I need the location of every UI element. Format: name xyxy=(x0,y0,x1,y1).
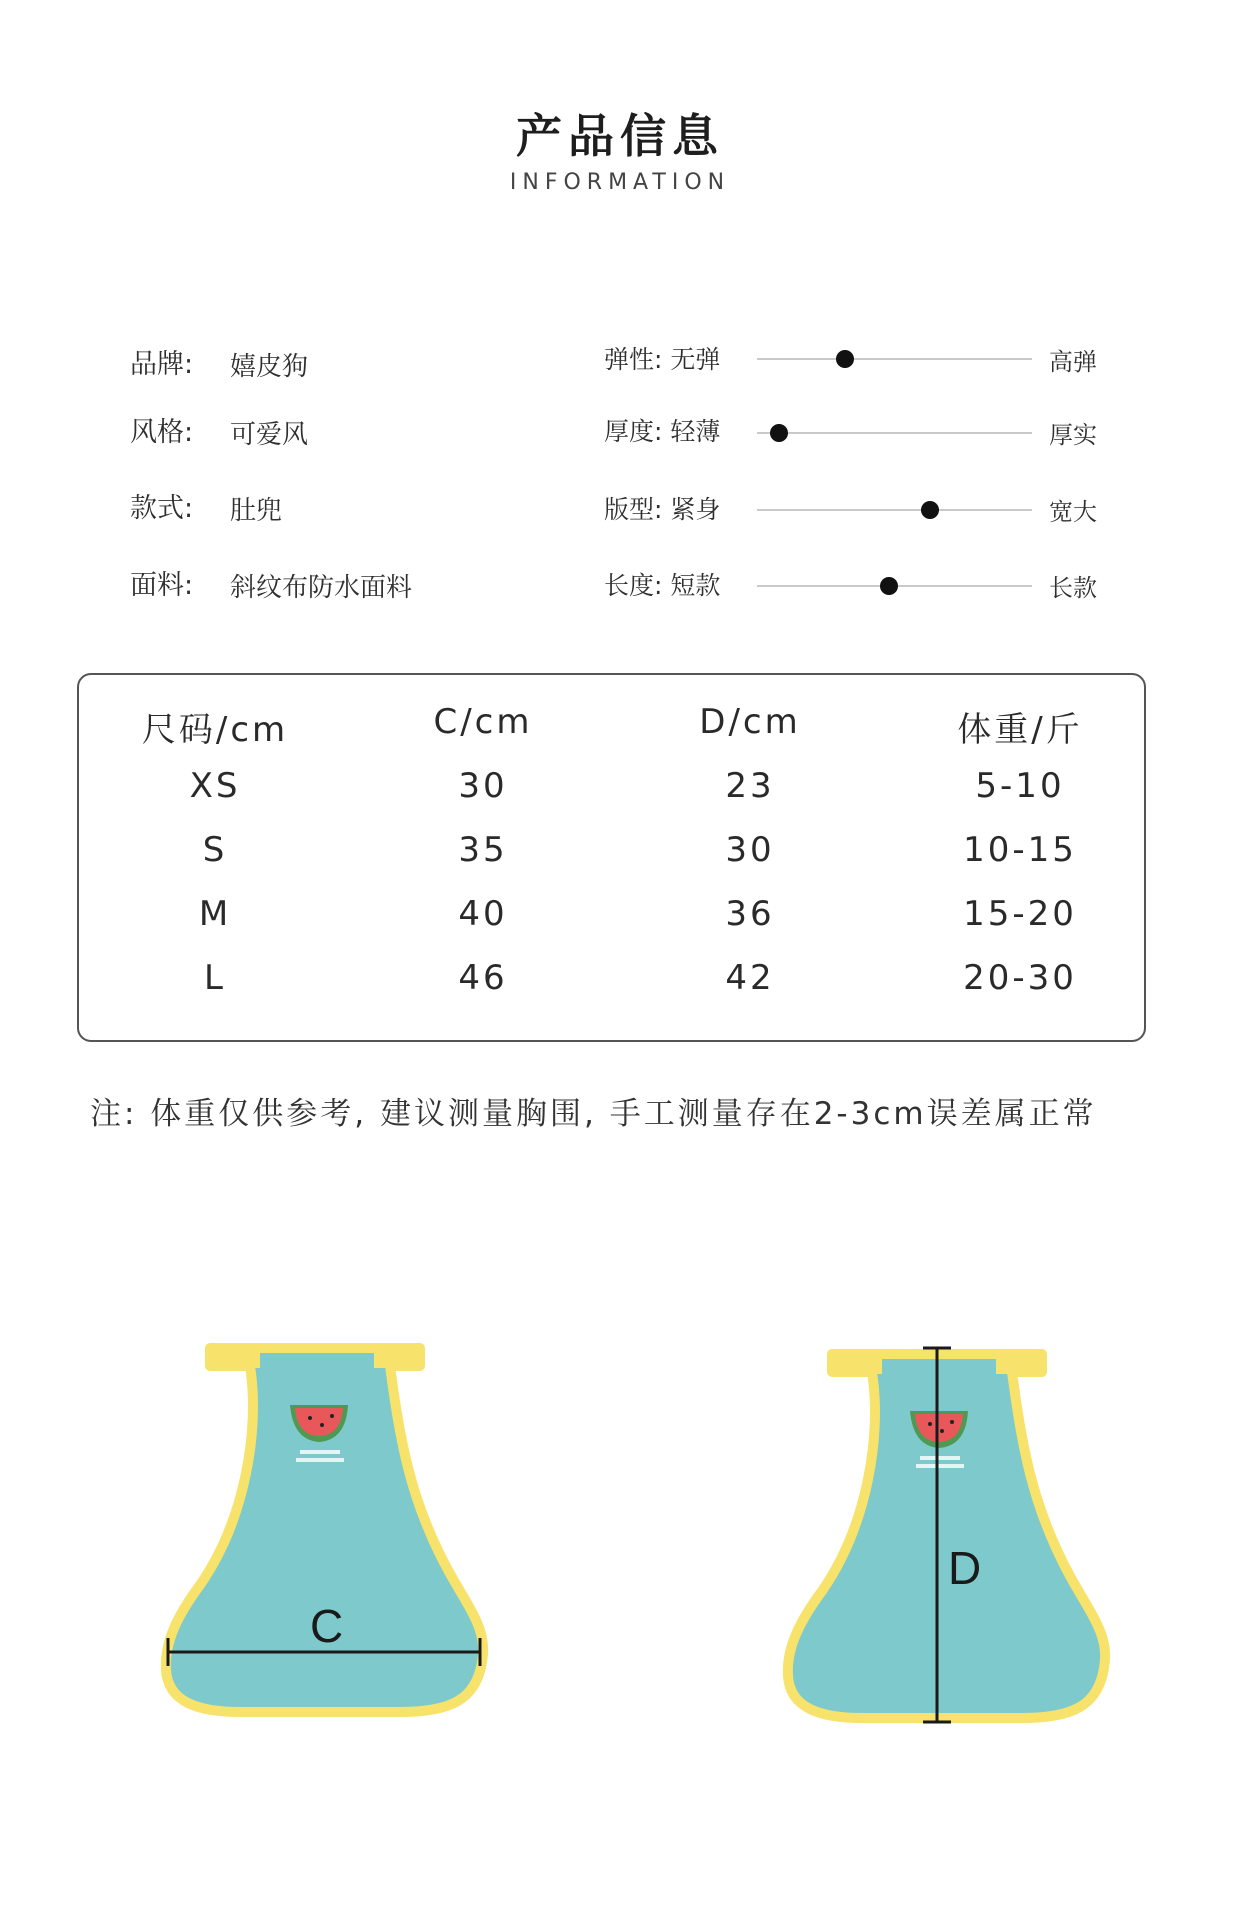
scale-marker xyxy=(880,577,898,595)
attribute-fabric xyxy=(130,563,413,603)
scale-marker xyxy=(770,424,788,442)
attribute-brand xyxy=(130,342,309,382)
attribute-key: 面料: xyxy=(130,570,194,601)
scale-track xyxy=(757,358,1032,360)
table-cell: 30 xyxy=(725,830,775,870)
table-cell: XS xyxy=(189,766,241,806)
scale-label: 版型: 紧身 xyxy=(604,495,721,524)
table-cell: 46 xyxy=(458,958,508,998)
scale-label: 弹性: 无弹 xyxy=(604,345,721,374)
table-header-weight: 体重/斤 xyxy=(957,710,1083,750)
table-cell: 35 xyxy=(458,830,508,870)
diagram-length xyxy=(772,1336,1122,1736)
table-cell: 36 xyxy=(725,894,775,934)
table-cell: L xyxy=(204,958,226,998)
attribute-value: 可爱风 xyxy=(230,420,309,450)
scale-label: 长度: 短款 xyxy=(604,571,721,600)
page-title: 产品信息 xyxy=(516,109,724,163)
attribute-value: 嬉皮狗 xyxy=(230,352,309,382)
attribute-style xyxy=(130,410,309,450)
scale-max-label: 宽大 xyxy=(1049,498,1097,526)
c-label: C xyxy=(310,1600,344,1652)
table-cell: 40 xyxy=(458,894,508,934)
scale-marker xyxy=(921,501,939,519)
table-cell: 23 xyxy=(725,766,775,806)
table-cell: 42 xyxy=(725,958,775,998)
table-cell: M xyxy=(198,894,232,934)
scale-max-label: 厚实 xyxy=(1049,421,1097,449)
table-header-d: D/cm xyxy=(699,702,801,742)
d-label: D xyxy=(948,1542,982,1594)
table-cell: 5-10 xyxy=(975,766,1065,806)
size-table xyxy=(77,673,1146,1042)
attribute-key: 款式: xyxy=(130,493,194,524)
scale-track xyxy=(757,432,1032,434)
attribute-value: 肚兜 xyxy=(230,496,283,526)
diagram-chest-width xyxy=(150,1330,500,1730)
table-cell: 30 xyxy=(458,766,508,806)
table-header-c: C/cm xyxy=(433,702,533,742)
garment-shape xyxy=(788,1354,1105,1718)
attribute-key: 风格: xyxy=(130,417,194,448)
measurement-note: 注: 体重仅供参考, 建议测量胸围, 手工测量存在2-3cm误差属正常 xyxy=(90,1096,1097,1132)
table-cell: 20-30 xyxy=(963,958,1077,998)
scale-label: 厚度: 轻薄 xyxy=(604,417,721,446)
page-subtitle: INFORMATION xyxy=(509,170,731,195)
attribute-type xyxy=(130,486,283,526)
scale-track xyxy=(757,509,1032,511)
scale-max-label: 长款 xyxy=(1049,574,1097,602)
attribute-value: 斜纹布防水面料 xyxy=(230,573,413,603)
garment-shape xyxy=(166,1348,483,1712)
table-cell: 15-20 xyxy=(963,894,1077,934)
attribute-key: 品牌: xyxy=(130,349,194,380)
table-header-size: 尺码/cm xyxy=(141,710,289,750)
scale-marker xyxy=(836,350,854,368)
table-cell: 10-15 xyxy=(963,830,1077,870)
table-cell: S xyxy=(202,830,228,870)
scale-max-label: 高弹 xyxy=(1049,348,1097,376)
